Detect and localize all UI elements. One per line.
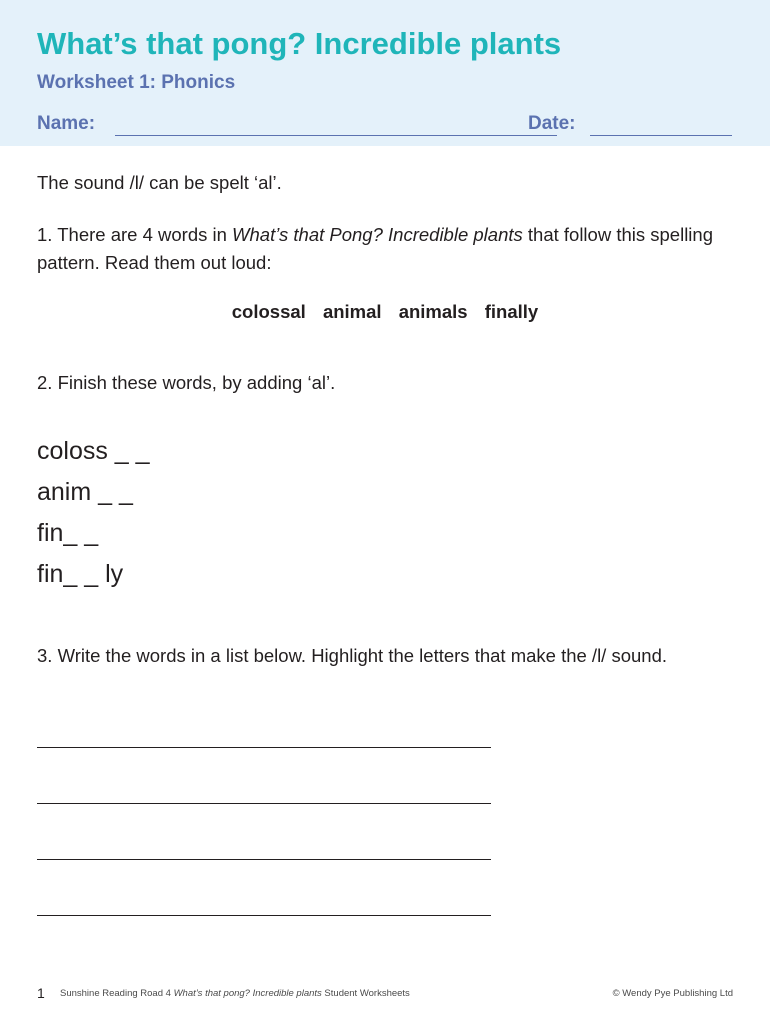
series-credit-title: What’s that pong? Incredible plants xyxy=(173,988,322,999)
header-band xyxy=(0,0,770,146)
series-credit xyxy=(60,988,410,999)
footer xyxy=(37,985,733,1005)
answer-line[interactable] xyxy=(37,859,491,860)
question-1-text-after: that follow this spelling pattern. Read them out loud: xyxy=(37,224,713,273)
page-number: 1 xyxy=(37,985,45,1001)
fill-in-word[interactable]: fin_ _ xyxy=(37,519,99,547)
series-credit-before: Sunshine Reading Road 4 xyxy=(60,988,174,999)
worksheet-subtitle: Worksheet 1: Phonics xyxy=(37,72,236,93)
answer-line[interactable] xyxy=(37,803,491,804)
fill-in-word[interactable]: anim _ _ xyxy=(37,478,133,506)
name-date-row xyxy=(37,113,737,141)
series-credit-after: Student Worksheets xyxy=(321,988,410,999)
copyright: © Wendy Pye Publishing Ltd xyxy=(612,988,733,999)
worksheet-title: What’s that pong? Incredible plants xyxy=(37,26,562,61)
name-label: Name: xyxy=(37,113,96,134)
word-bank-item: finally xyxy=(484,301,539,322)
fill-in-word[interactable]: fin_ _ ly xyxy=(37,560,124,588)
fill-in-word[interactable]: coloss _ _ xyxy=(37,437,150,465)
answer-line[interactable] xyxy=(37,915,491,916)
question-1-book-title: What’s that Pong? Incredible plants xyxy=(232,224,523,245)
question-2: 2. Finish these words, by adding ‘al’. xyxy=(37,372,336,393)
question-1-text-before: 1. There are 4 words in xyxy=(37,224,233,245)
word-bank-item: animal xyxy=(322,301,382,322)
word-bank-item: colossal xyxy=(231,301,306,322)
word-bank-item: animals xyxy=(398,301,468,322)
question-1 xyxy=(37,221,737,277)
answer-line[interactable] xyxy=(37,747,491,748)
question-3: 3. Write the words in a list below. Highlight the letters that make the /l/ sound. xyxy=(37,645,668,666)
date-label: Date: xyxy=(528,113,576,134)
word-bank xyxy=(0,301,770,323)
date-field[interactable] xyxy=(590,135,732,136)
intro-text: The sound /l/ can be spelt ‘al’. xyxy=(37,172,282,193)
name-field[interactable] xyxy=(115,135,557,136)
